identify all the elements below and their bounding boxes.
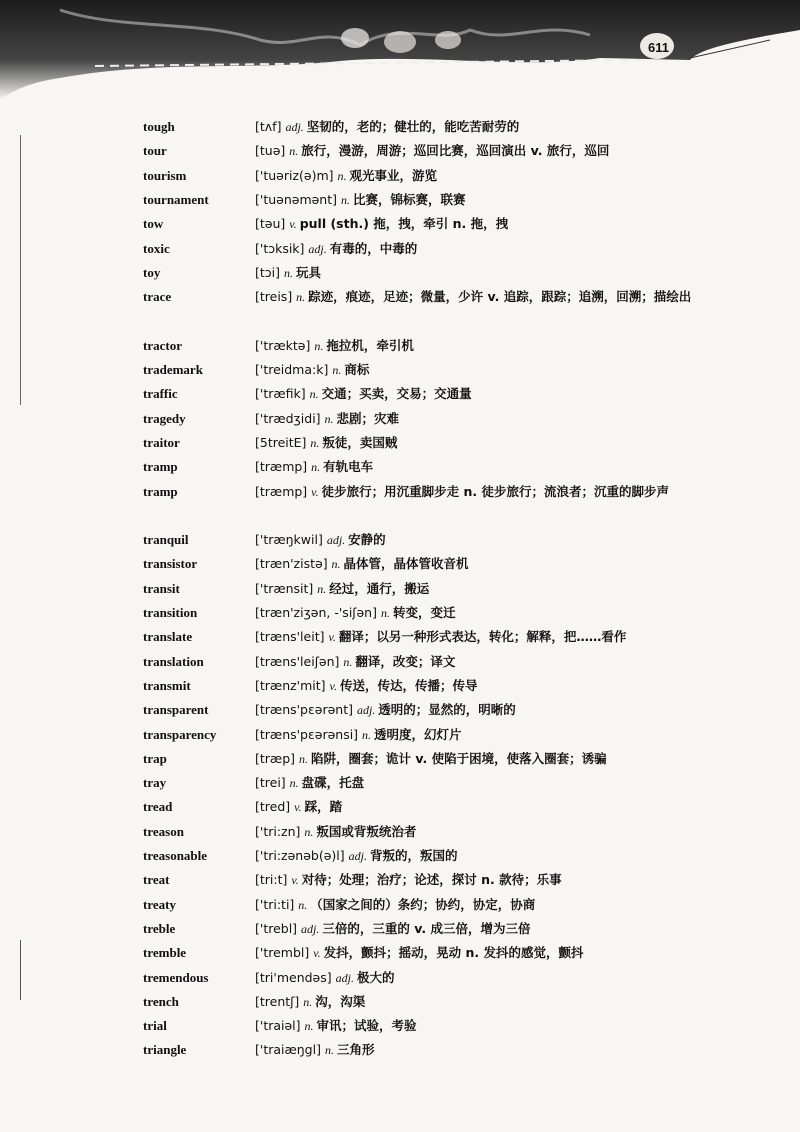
entry-part-of-speech: adj. [326, 533, 349, 548]
entry-part-of-speech: adj. [356, 703, 379, 718]
entry-gloss: 玩具 [295, 264, 321, 280]
entry-gloss: 透明的；显然的，明晰的 [378, 702, 516, 718]
entry-definition [255, 382, 705, 406]
entry-part-of-speech: n. [298, 751, 311, 766]
entry-phonetic: [trentʃ] [255, 993, 304, 1009]
entry-gloss: 三角形 [336, 1042, 375, 1058]
entry-gloss: 盘碟，托盘 [301, 775, 365, 791]
entry-part-of-speech: n. [324, 411, 337, 426]
entry-phonetic: ['tɔksik] [255, 240, 309, 256]
entry-headword: tourism [143, 167, 187, 183]
entry-part-of-speech: adj. [308, 241, 330, 256]
entry-definition [255, 139, 705, 163]
entry-gloss: 翻译，改变；译文 [355, 653, 456, 669]
entry-definition [255, 1014, 705, 1038]
entry-headword: tremendous [143, 969, 209, 985]
entry-phonetic: [træns'pɛərənt] [255, 702, 357, 718]
entry-definition [255, 212, 705, 236]
entry-headword: tread [143, 799, 173, 815]
entry-part-of-speech: v. [294, 800, 305, 815]
entry-phonetic: ['tri:zn] [255, 823, 305, 839]
entry-gloss: 经过，通行，搬运 [329, 580, 430, 596]
entry-part-of-speech: v. [311, 484, 322, 499]
entry-phonetic: [træmp] [255, 459, 312, 475]
entry-headword: treat [143, 872, 170, 888]
entry-definition [255, 261, 705, 285]
entry-part-of-speech: n. [296, 290, 309, 305]
entry-part-of-speech: n. [310, 435, 323, 450]
entry-headword: tow [143, 216, 164, 232]
entry-headword: tremble [143, 945, 187, 961]
entry-definition [255, 334, 705, 358]
entry-part-of-speech: adj. [301, 921, 323, 936]
entry-definition [255, 285, 705, 309]
entry-part-of-speech: n. [314, 338, 327, 353]
entry-part-of-speech: adj. [285, 120, 307, 134]
entry-part-of-speech: v. [289, 217, 300, 232]
entry-definition [255, 431, 705, 455]
entry-headword: tray [143, 775, 167, 791]
entry-definition [255, 552, 705, 576]
entry-headword: tramp [143, 483, 178, 499]
entry-gloss: 审讯；试验，考验 [316, 1018, 417, 1034]
entry-part-of-speech: n. [324, 1043, 337, 1058]
entry-headword: traitor [143, 434, 180, 450]
entry-headword: transistor [143, 556, 198, 572]
entry-gloss: 三倍的，三重的 v. 成三倍，增为三倍 [322, 920, 531, 936]
entry-phonetic: [trænz'mit] [255, 677, 330, 693]
entry-definition [255, 868, 705, 892]
entry-phonetic: ['tuəriz(ə)m] [255, 167, 338, 183]
entry-phonetic: [træn'zistə] [255, 556, 332, 572]
entry-gloss: 商标 [344, 362, 370, 377]
entry-headword: tough [143, 119, 175, 134]
page-number: 611 [648, 40, 669, 55]
entry-headword: trench [143, 993, 179, 1009]
entry-phonetic: ['traiæŋgl] [255, 1042, 325, 1058]
entry-headword: trap [143, 750, 167, 766]
entry-phonetic: ['traiəl] [255, 1018, 305, 1034]
entry-phonetic: ['træfik] [255, 386, 310, 402]
entry-gloss: 踩，踏 [304, 799, 343, 815]
entry-gloss: 有轨电车 [323, 459, 374, 475]
entry-definition [255, 917, 705, 941]
entry-part-of-speech: adj. [348, 849, 370, 863]
entry-headword: transparency [143, 726, 217, 742]
entry-phonetic: [tuə] [255, 143, 290, 159]
entry-gloss: 晶体管，晶体管收音机 [343, 556, 469, 572]
entry-part-of-speech: n. [380, 606, 393, 620]
entry-headword: triangle [143, 1042, 187, 1058]
entry-gloss: 传送，传达，传播；传导 [339, 677, 478, 693]
entry-phonetic: ['trædʒidi] [255, 410, 325, 426]
entry-phonetic: ['træktə] [255, 337, 315, 353]
entry-definition [255, 893, 705, 917]
entry-part-of-speech: n. [304, 1019, 317, 1034]
entry-gloss: 陷阱，圈套；诡计 v. 使陷于困境，使落入圈套；诱骗 [310, 750, 607, 766]
entry-gloss: 踪迹，痕迹，足迹；微量，少许 v. 追踪，跟踪；追溯，回溯；描绘出 [308, 289, 692, 305]
entry-part-of-speech: n. [362, 727, 375, 742]
entry-headword: translation [143, 653, 204, 669]
entry-gloss: 徒步旅行；用沉重脚步走 n. 徒步旅行；流浪者；沉重的脚步声 [321, 483, 669, 499]
entry-part-of-speech: n. [298, 897, 311, 912]
entry-headword: treason [143, 823, 184, 839]
entry-gloss: 交通；买卖，交易；交通量 [321, 386, 472, 402]
entry-gloss: 沟，沟渠 [315, 993, 366, 1009]
entry-phonetic: [tɔi] [255, 264, 284, 280]
entry-definition [255, 723, 705, 747]
entry-definition [255, 698, 705, 722]
entry-gloss: 叛国或背叛统治者 [316, 823, 417, 839]
entry-phonetic: [5treitE] [255, 434, 311, 450]
entry-phonetic: ['trebl] [255, 920, 302, 936]
entry-phonetic: ['trembl] [255, 945, 314, 961]
entry-gloss: 背叛的，叛国的 [369, 848, 458, 863]
entry-definition [255, 650, 705, 674]
entry-part-of-speech: n. [303, 994, 316, 1009]
entry-definition [255, 164, 705, 188]
entry-definition [255, 844, 705, 868]
entry-phonetic: [tri'mendəs] [255, 969, 336, 985]
entry-headword: trademark [143, 362, 203, 377]
entry-definition [255, 358, 705, 382]
entry-gloss: 转变，变迁 [392, 605, 456, 620]
entry-headword: treaty [143, 896, 176, 912]
entry-phonetic: [tred] [255, 799, 295, 815]
entry-part-of-speech: n. [289, 144, 302, 159]
entry-part-of-speech: n. [337, 168, 350, 183]
entry-phonetic: [tʌf] [255, 119, 286, 134]
entry-phonetic: ['trænsit] [255, 580, 318, 596]
entry-headword: trial [143, 1018, 167, 1034]
entry-part-of-speech: adj. [335, 970, 357, 985]
entry-phonetic: ['tri:ti] [255, 896, 299, 912]
entry-phonetic: [tri:t] [255, 872, 292, 888]
entry-definition [255, 990, 705, 1014]
entry-headword: toxic [143, 240, 170, 256]
entry-part-of-speech: v. [329, 678, 340, 693]
entry-gloss: （国家之间的）条约；协约，协定，协商 [310, 896, 536, 912]
entry-gloss: 观光事业，游览 [349, 167, 437, 183]
entry-definition [255, 455, 705, 479]
entry-definition [255, 941, 705, 965]
entry-definition [255, 747, 705, 771]
entry-part-of-speech: v. [291, 873, 302, 888]
entry-definition [255, 820, 705, 844]
entry-definition [255, 601, 705, 625]
entry-definition [255, 480, 705, 504]
entry-phonetic: [træns'leiʃən] [255, 653, 344, 669]
entry-part-of-speech: n. [309, 387, 322, 402]
entry-phonetic: [treis] [255, 289, 297, 305]
entry-phonetic: [təu] [255, 216, 290, 232]
entry-gloss: 极大的 [356, 969, 395, 985]
entry-headword: traffic [143, 386, 178, 402]
entry-headword: treasonable [143, 848, 208, 863]
entry-definition [255, 625, 705, 649]
entry-headword: transition [143, 605, 198, 620]
entry-headword: transmit [143, 677, 191, 693]
entry-headword: tragedy [143, 410, 186, 426]
entry-definition [255, 407, 705, 431]
entry-part-of-speech: v. [313, 946, 324, 961]
entry-phonetic: ['treidma:k] [255, 362, 333, 377]
entry-gloss: 比赛，锦标赛，联赛 [352, 191, 466, 207]
entry-headword: tractor [143, 337, 182, 353]
entry-headword: tranquil [143, 532, 189, 548]
entry-gloss: 对待；处理；治疗；论述，探讨 n. 款待；乐事 [301, 872, 562, 888]
entry-part-of-speech: n. [331, 557, 344, 572]
entry-gloss: 发抖，颤抖；摇动，晃动 n. 发抖的感觉，颤抖 [323, 945, 584, 961]
entry-definition [255, 1038, 705, 1062]
entry-part-of-speech: v. [328, 630, 339, 645]
entry-part-of-speech: n. [343, 654, 356, 669]
entry-definition [255, 577, 705, 601]
entry-phonetic: ['træŋkwil] [255, 532, 327, 548]
entry-phonetic: [trei] [255, 775, 290, 791]
entry-part-of-speech: n. [289, 776, 302, 791]
entry-phonetic: [træp] [255, 750, 299, 766]
entry-definition [255, 237, 705, 261]
entry-part-of-speech: n. [340, 192, 353, 207]
entry-gloss: 旅行，漫游，周游；巡回比赛，巡回演出 v. 旅行，巡回 [301, 143, 610, 159]
entry-headword: toy [143, 264, 161, 280]
entry-definition [255, 674, 705, 698]
entry-phonetic: ['tuənəmənt] [255, 191, 341, 207]
entry-headword: transparent [143, 702, 209, 718]
entry-part-of-speech: n. [283, 265, 296, 280]
entry-headword: transit [143, 580, 180, 596]
entry-definition [255, 771, 705, 795]
entry-phonetic: [træns'leit] [255, 629, 329, 645]
entry-part-of-speech: n. [311, 460, 324, 475]
entry-gloss: 悲剧；灾难 [336, 410, 400, 426]
entry-part-of-speech: n. [332, 363, 345, 377]
entry-headword: translate [143, 629, 193, 645]
entry-part-of-speech: n. [304, 824, 317, 839]
entry-headword: treble [143, 920, 176, 936]
entry-part-of-speech: n. [317, 581, 330, 596]
entry-definition [255, 966, 705, 990]
entry-gloss: 安静的 [348, 532, 386, 548]
entry-definition [255, 795, 705, 819]
entry-headword: trace [143, 289, 172, 305]
entry-definition [255, 115, 705, 139]
entry-headword: tramp [143, 459, 178, 475]
entry-phonetic: [træn'ziʒən, -'siʃən] [255, 605, 381, 620]
entry-phonetic: ['tri:zənəb(ə)l] [255, 848, 349, 863]
entry-headword: tour [143, 143, 167, 159]
entry-definition [255, 528, 705, 552]
entry-gloss: 叛徒，卖国贼 [322, 434, 398, 450]
entry-phonetic: [træmp] [255, 483, 312, 499]
entry-definition [255, 188, 705, 212]
entry-gloss: 透明度，幻灯片 [374, 726, 462, 742]
entry-gloss: pull (sth.) 拖，拽，牵引 n. 拖，拽 [299, 216, 509, 232]
entry-gloss: 有毒的，中毒的 [329, 240, 418, 256]
entry-gloss: 翻译；以另一种形式表达，转化；解释，把……看作 [338, 629, 627, 645]
entry-headword: tournament [143, 191, 209, 207]
entry-phonetic: [træns'pɛərənsi] [255, 726, 363, 742]
entry-gloss: 坚韧的，老的；健壮的，能吃苦耐劳的 [306, 119, 520, 134]
entry-gloss: 拖拉机，牵引机 [326, 337, 414, 353]
